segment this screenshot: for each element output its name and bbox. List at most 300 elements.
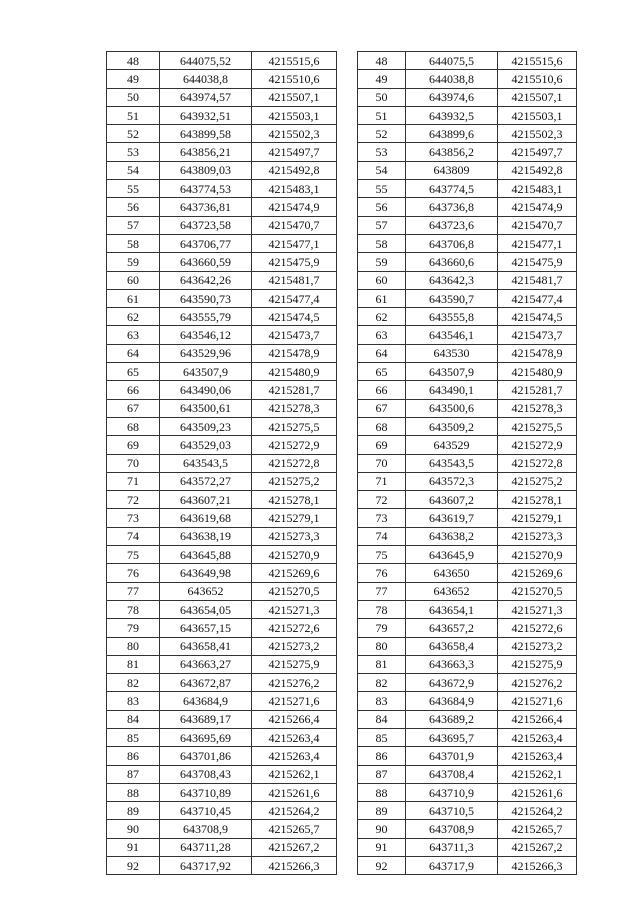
table-row [107, 253, 337, 271]
y-coordinate-cell: 4215272,9 [498, 436, 577, 454]
x-coordinate-cell: 643607,21 [160, 491, 252, 509]
point-number-cell: 84 [107, 710, 160, 728]
table-row [107, 70, 337, 88]
x-coordinate-cell: 643619,7 [406, 509, 498, 527]
point-number-cell: 87 [107, 765, 160, 783]
x-coordinate-cell: 643672,9 [406, 674, 498, 692]
table-row [358, 52, 577, 70]
table-row [107, 271, 337, 289]
table-row [107, 88, 337, 106]
point-number-cell: 85 [107, 728, 160, 746]
point-number-cell: 63 [358, 326, 406, 344]
x-coordinate-cell: 643607,2 [406, 491, 498, 509]
x-coordinate-cell: 643663,27 [160, 655, 252, 673]
y-coordinate-cell: 4215266,4 [498, 710, 577, 728]
x-coordinate-cell: 644038,8 [406, 70, 498, 88]
point-number-cell: 55 [107, 180, 160, 198]
table-row [358, 655, 577, 673]
table-row [107, 655, 337, 673]
x-coordinate-cell: 643663,3 [406, 655, 498, 673]
table-row [358, 70, 577, 88]
point-number-cell: 52 [358, 125, 406, 143]
x-coordinate-cell: 643555,79 [160, 308, 252, 326]
y-coordinate-cell: 4215507,1 [498, 88, 577, 106]
y-coordinate-cell: 4215278,3 [498, 399, 577, 417]
x-coordinate-cell: 643572,3 [406, 472, 498, 490]
point-number-cell: 91 [358, 838, 406, 856]
x-coordinate-cell: 643899,6 [406, 125, 498, 143]
x-coordinate-cell: 643856,21 [160, 143, 252, 161]
y-coordinate-cell: 4215261,6 [498, 783, 577, 801]
point-number-cell: 57 [107, 216, 160, 234]
y-coordinate-cell: 4215262,1 [252, 765, 337, 783]
point-number-cell: 57 [358, 216, 406, 234]
y-coordinate-cell: 4215265,7 [252, 820, 337, 838]
x-coordinate-cell: 643708,43 [160, 765, 252, 783]
table-row [107, 692, 337, 710]
point-number-cell: 50 [107, 88, 160, 106]
x-coordinate-cell: 643736,81 [160, 198, 252, 216]
point-number-cell: 91 [107, 838, 160, 856]
x-coordinate-cell: 643572,27 [160, 472, 252, 490]
table-row [107, 161, 337, 179]
point-number-cell: 82 [358, 674, 406, 692]
table-row [358, 161, 577, 179]
x-coordinate-cell: 643736,8 [406, 198, 498, 216]
x-coordinate-cell: 643695,69 [160, 728, 252, 746]
point-number-cell: 79 [107, 619, 160, 637]
point-number-cell: 56 [107, 198, 160, 216]
y-coordinate-cell: 4215470,7 [498, 216, 577, 234]
table-row [358, 619, 577, 637]
y-coordinate-cell: 4215271,3 [498, 600, 577, 618]
point-number-cell: 74 [358, 527, 406, 545]
table-row [107, 674, 337, 692]
table-row [358, 857, 577, 875]
y-coordinate-cell: 4215272,6 [252, 619, 337, 637]
table-row [358, 198, 577, 216]
point-number-cell: 77 [358, 582, 406, 600]
x-coordinate-cell: 643660,6 [406, 253, 498, 271]
point-number-cell: 86 [358, 747, 406, 765]
point-number-cell: 50 [358, 88, 406, 106]
table-body-left [107, 52, 337, 875]
y-coordinate-cell: 4215278,1 [498, 491, 577, 509]
table-row [107, 546, 337, 564]
x-coordinate-cell: 643509,23 [160, 417, 252, 435]
table-row [358, 253, 577, 271]
point-number-cell: 68 [107, 417, 160, 435]
table-row [107, 582, 337, 600]
y-coordinate-cell: 4215273,3 [252, 527, 337, 545]
y-coordinate-cell: 4215272,8 [498, 454, 577, 472]
x-coordinate-cell: 643546,1 [406, 326, 498, 344]
table-row [358, 728, 577, 746]
x-coordinate-cell: 643638,2 [406, 527, 498, 545]
point-number-cell: 48 [358, 52, 406, 70]
y-coordinate-cell: 4215270,5 [252, 582, 337, 600]
y-coordinate-cell: 4215262,1 [498, 765, 577, 783]
table-row [358, 491, 577, 509]
y-coordinate-cell: 4215477,4 [498, 289, 577, 307]
y-coordinate-cell: 4215480,9 [252, 363, 337, 381]
point-number-cell: 53 [107, 143, 160, 161]
y-coordinate-cell: 4215270,9 [252, 546, 337, 564]
x-coordinate-cell: 643619,68 [160, 509, 252, 527]
point-number-cell: 75 [358, 546, 406, 564]
point-number-cell: 66 [358, 381, 406, 399]
point-number-cell: 73 [358, 509, 406, 527]
point-number-cell: 84 [358, 710, 406, 728]
point-number-cell: 90 [107, 820, 160, 838]
table-row [107, 509, 337, 527]
point-number-cell: 62 [107, 308, 160, 326]
table-row [358, 600, 577, 618]
table-row [107, 857, 337, 875]
x-coordinate-cell: 643932,51 [160, 106, 252, 124]
y-coordinate-cell: 4215477,1 [252, 234, 337, 252]
table-row [358, 674, 577, 692]
y-coordinate-cell: 4215515,6 [498, 52, 577, 70]
y-coordinate-cell: 4215264,2 [498, 802, 577, 820]
y-coordinate-cell: 4215263,4 [498, 747, 577, 765]
point-number-cell: 85 [358, 728, 406, 746]
x-coordinate-cell: 643856,2 [406, 143, 498, 161]
table-row [358, 326, 577, 344]
table-row [107, 289, 337, 307]
x-coordinate-cell: 643657,2 [406, 619, 498, 637]
table-row [107, 802, 337, 820]
x-coordinate-cell: 643529 [406, 436, 498, 454]
x-coordinate-cell: 643657,15 [160, 619, 252, 637]
table-row [358, 692, 577, 710]
y-coordinate-cell: 4215271,3 [252, 600, 337, 618]
point-number-cell: 60 [358, 271, 406, 289]
point-number-cell: 48 [107, 52, 160, 70]
y-coordinate-cell: 4215270,9 [498, 546, 577, 564]
x-coordinate-cell: 644075,52 [160, 52, 252, 70]
x-coordinate-cell: 643654,05 [160, 600, 252, 618]
y-coordinate-cell: 4215502,3 [252, 125, 337, 143]
y-coordinate-cell: 4215503,1 [252, 106, 337, 124]
table-row [107, 417, 337, 435]
x-coordinate-cell: 643543,5 [406, 454, 498, 472]
y-coordinate-cell: 4215475,9 [498, 253, 577, 271]
x-coordinate-cell: 643529,96 [160, 344, 252, 362]
y-coordinate-cell: 4215510,6 [252, 70, 337, 88]
table-row [107, 747, 337, 765]
y-coordinate-cell: 4215263,4 [498, 728, 577, 746]
x-coordinate-cell: 643774,5 [406, 180, 498, 198]
x-coordinate-cell: 643711,3 [406, 838, 498, 856]
y-coordinate-cell: 4215275,2 [498, 472, 577, 490]
y-coordinate-cell: 4215270,5 [498, 582, 577, 600]
x-coordinate-cell: 643555,8 [406, 308, 498, 326]
point-number-cell: 58 [358, 234, 406, 252]
x-coordinate-cell: 643500,61 [160, 399, 252, 417]
y-coordinate-cell: 4215269,6 [252, 564, 337, 582]
point-number-cell: 59 [107, 253, 160, 271]
y-coordinate-cell: 4215269,6 [498, 564, 577, 582]
y-coordinate-cell: 4215497,7 [252, 143, 337, 161]
point-number-cell: 89 [107, 802, 160, 820]
point-number-cell: 52 [107, 125, 160, 143]
x-coordinate-cell: 643642,3 [406, 271, 498, 289]
point-number-cell: 88 [107, 783, 160, 801]
x-coordinate-cell: 643658,41 [160, 637, 252, 655]
table-row [358, 271, 577, 289]
x-coordinate-cell: 643590,73 [160, 289, 252, 307]
table-row [107, 838, 337, 856]
table-row [107, 564, 337, 582]
point-number-cell: 51 [107, 106, 160, 124]
table-row [107, 125, 337, 143]
y-coordinate-cell: 4215267,2 [252, 838, 337, 856]
table-row [107, 308, 337, 326]
x-coordinate-cell: 643701,9 [406, 747, 498, 765]
y-coordinate-cell: 4215483,1 [498, 180, 577, 198]
table-row [358, 234, 577, 252]
x-coordinate-cell: 643546,12 [160, 326, 252, 344]
x-coordinate-cell: 643717,9 [406, 857, 498, 875]
y-coordinate-cell: 4215483,1 [252, 180, 337, 198]
y-coordinate-cell: 4215507,1 [252, 88, 337, 106]
table-row [107, 198, 337, 216]
table-row [107, 619, 337, 637]
y-coordinate-cell: 4215497,7 [498, 143, 577, 161]
point-number-cell: 74 [107, 527, 160, 545]
table-row [358, 582, 577, 600]
point-number-cell: 71 [107, 472, 160, 490]
point-number-cell: 70 [107, 454, 160, 472]
x-coordinate-cell: 643689,17 [160, 710, 252, 728]
x-coordinate-cell: 643899,58 [160, 125, 252, 143]
y-coordinate-cell: 4215279,1 [252, 509, 337, 527]
table-row [358, 308, 577, 326]
x-coordinate-cell: 643652 [406, 582, 498, 600]
y-coordinate-cell: 4215266,4 [252, 710, 337, 728]
y-coordinate-cell: 4215281,7 [252, 381, 337, 399]
y-coordinate-cell: 4215275,5 [498, 417, 577, 435]
y-coordinate-cell: 4215271,6 [252, 692, 337, 710]
table-row [107, 399, 337, 417]
x-coordinate-cell: 643710,89 [160, 783, 252, 801]
table-row [358, 546, 577, 564]
y-coordinate-cell: 4215275,9 [252, 655, 337, 673]
y-coordinate-cell: 4215478,9 [498, 344, 577, 362]
x-coordinate-cell: 643774,53 [160, 180, 252, 198]
y-coordinate-cell: 4215275,5 [252, 417, 337, 435]
y-coordinate-cell: 4215492,8 [252, 161, 337, 179]
point-number-cell: 71 [358, 472, 406, 490]
table-row [358, 802, 577, 820]
table-row [107, 52, 337, 70]
table-row [358, 454, 577, 472]
y-coordinate-cell: 4215273,2 [498, 637, 577, 655]
y-coordinate-cell: 4215279,1 [498, 509, 577, 527]
table-row [107, 344, 337, 362]
x-coordinate-cell: 643645,88 [160, 546, 252, 564]
y-coordinate-cell: 4215474,9 [498, 198, 577, 216]
table-row [107, 637, 337, 655]
table-row [107, 491, 337, 509]
y-coordinate-cell: 4215470,7 [252, 216, 337, 234]
y-coordinate-cell: 4215480,9 [498, 363, 577, 381]
y-coordinate-cell: 4215474,5 [498, 308, 577, 326]
table-row [107, 454, 337, 472]
y-coordinate-cell: 4215272,9 [252, 436, 337, 454]
y-coordinate-cell: 4215492,8 [498, 161, 577, 179]
x-coordinate-cell: 643590,7 [406, 289, 498, 307]
x-coordinate-cell: 643706,8 [406, 234, 498, 252]
y-coordinate-cell: 4215515,6 [252, 52, 337, 70]
point-number-cell: 59 [358, 253, 406, 271]
y-coordinate-cell: 4215481,7 [498, 271, 577, 289]
table-row [358, 88, 577, 106]
x-coordinate-cell: 643638,19 [160, 527, 252, 545]
table-row [358, 344, 577, 362]
table-row [358, 143, 577, 161]
x-coordinate-cell: 643708,9 [406, 820, 498, 838]
table-row [107, 363, 337, 381]
x-coordinate-cell: 644075,5 [406, 52, 498, 70]
x-coordinate-cell: 643684,9 [160, 692, 252, 710]
table-row [358, 125, 577, 143]
y-coordinate-cell: 4215502,3 [498, 125, 577, 143]
table-row [358, 564, 577, 582]
x-coordinate-cell: 643642,26 [160, 271, 252, 289]
y-coordinate-cell: 4215273,2 [252, 637, 337, 655]
point-number-cell: 76 [107, 564, 160, 582]
point-number-cell: 83 [358, 692, 406, 710]
y-coordinate-cell: 4215478,9 [252, 344, 337, 362]
coordinates-table-right [357, 51, 577, 875]
table-row [107, 216, 337, 234]
point-number-cell: 49 [358, 70, 406, 88]
point-number-cell: 87 [358, 765, 406, 783]
y-coordinate-cell: 4215278,1 [252, 491, 337, 509]
y-coordinate-cell: 4215503,1 [498, 106, 577, 124]
table-row [107, 710, 337, 728]
x-coordinate-cell: 643708,9 [160, 820, 252, 838]
point-number-cell: 69 [107, 436, 160, 454]
x-coordinate-cell: 643543,5 [160, 454, 252, 472]
point-number-cell: 68 [358, 417, 406, 435]
x-coordinate-cell: 643507,9 [406, 363, 498, 381]
table-row [107, 728, 337, 746]
y-coordinate-cell: 4215263,4 [252, 747, 337, 765]
x-coordinate-cell: 643650 [406, 564, 498, 582]
point-number-cell: 67 [107, 399, 160, 417]
x-coordinate-cell: 643529,03 [160, 436, 252, 454]
point-number-cell: 65 [358, 363, 406, 381]
y-coordinate-cell: 4215275,9 [498, 655, 577, 673]
x-coordinate-cell: 643684,9 [406, 692, 498, 710]
y-coordinate-cell: 4215510,6 [498, 70, 577, 88]
y-coordinate-cell: 4215278,3 [252, 399, 337, 417]
point-number-cell: 64 [107, 344, 160, 362]
table-row [358, 180, 577, 198]
x-coordinate-cell: 643689,2 [406, 710, 498, 728]
table-row [107, 106, 337, 124]
point-number-cell: 79 [358, 619, 406, 637]
table-row [358, 820, 577, 838]
x-coordinate-cell: 643658,4 [406, 637, 498, 655]
point-number-cell: 77 [107, 582, 160, 600]
y-coordinate-cell: 4215275,2 [252, 472, 337, 490]
point-number-cell: 63 [107, 326, 160, 344]
x-coordinate-cell: 643809,03 [160, 161, 252, 179]
table-row [107, 820, 337, 838]
point-number-cell: 70 [358, 454, 406, 472]
point-number-cell: 92 [358, 857, 406, 875]
point-number-cell: 89 [358, 802, 406, 820]
point-number-cell: 78 [107, 600, 160, 618]
y-coordinate-cell: 4215272,8 [252, 454, 337, 472]
x-coordinate-cell: 643500,6 [406, 399, 498, 417]
x-coordinate-cell: 643509,2 [406, 417, 498, 435]
table-row [358, 436, 577, 454]
y-coordinate-cell: 4215263,4 [252, 728, 337, 746]
point-number-cell: 64 [358, 344, 406, 362]
y-coordinate-cell: 4215281,7 [498, 381, 577, 399]
x-coordinate-cell: 643695,7 [406, 728, 498, 746]
point-number-cell: 54 [107, 161, 160, 179]
table-row [358, 399, 577, 417]
x-coordinate-cell: 643974,57 [160, 88, 252, 106]
table-row [358, 765, 577, 783]
point-number-cell: 61 [358, 289, 406, 307]
table-row [107, 765, 337, 783]
y-coordinate-cell: 4215474,9 [252, 198, 337, 216]
x-coordinate-cell: 643809 [406, 161, 498, 179]
y-coordinate-cell: 4215272,6 [498, 619, 577, 637]
x-coordinate-cell: 643490,1 [406, 381, 498, 399]
x-coordinate-cell: 643649,98 [160, 564, 252, 582]
x-coordinate-cell: 643711,28 [160, 838, 252, 856]
point-number-cell: 82 [107, 674, 160, 692]
table-row [107, 600, 337, 618]
y-coordinate-cell: 4215473,7 [252, 326, 337, 344]
point-number-cell: 81 [107, 655, 160, 673]
point-number-cell: 86 [107, 747, 160, 765]
point-number-cell: 61 [107, 289, 160, 307]
table-row [107, 326, 337, 344]
x-coordinate-cell: 643490,06 [160, 381, 252, 399]
point-number-cell: 90 [358, 820, 406, 838]
x-coordinate-cell: 643507,9 [160, 363, 252, 381]
y-coordinate-cell: 4215475,9 [252, 253, 337, 271]
x-coordinate-cell: 643717,92 [160, 857, 252, 875]
point-number-cell: 62 [358, 308, 406, 326]
x-coordinate-cell: 644038,8 [160, 70, 252, 88]
point-number-cell: 69 [358, 436, 406, 454]
table-row [358, 509, 577, 527]
table-row [358, 637, 577, 655]
table-body-right [358, 52, 577, 875]
point-number-cell: 49 [107, 70, 160, 88]
table-row [107, 527, 337, 545]
table-row [358, 527, 577, 545]
x-coordinate-cell: 643701,86 [160, 747, 252, 765]
point-number-cell: 58 [107, 234, 160, 252]
table-row [107, 436, 337, 454]
y-coordinate-cell: 4215273,3 [498, 527, 577, 545]
x-coordinate-cell: 643645,9 [406, 546, 498, 564]
y-coordinate-cell: 4215473,7 [498, 326, 577, 344]
point-number-cell: 78 [358, 600, 406, 618]
table-row [107, 143, 337, 161]
